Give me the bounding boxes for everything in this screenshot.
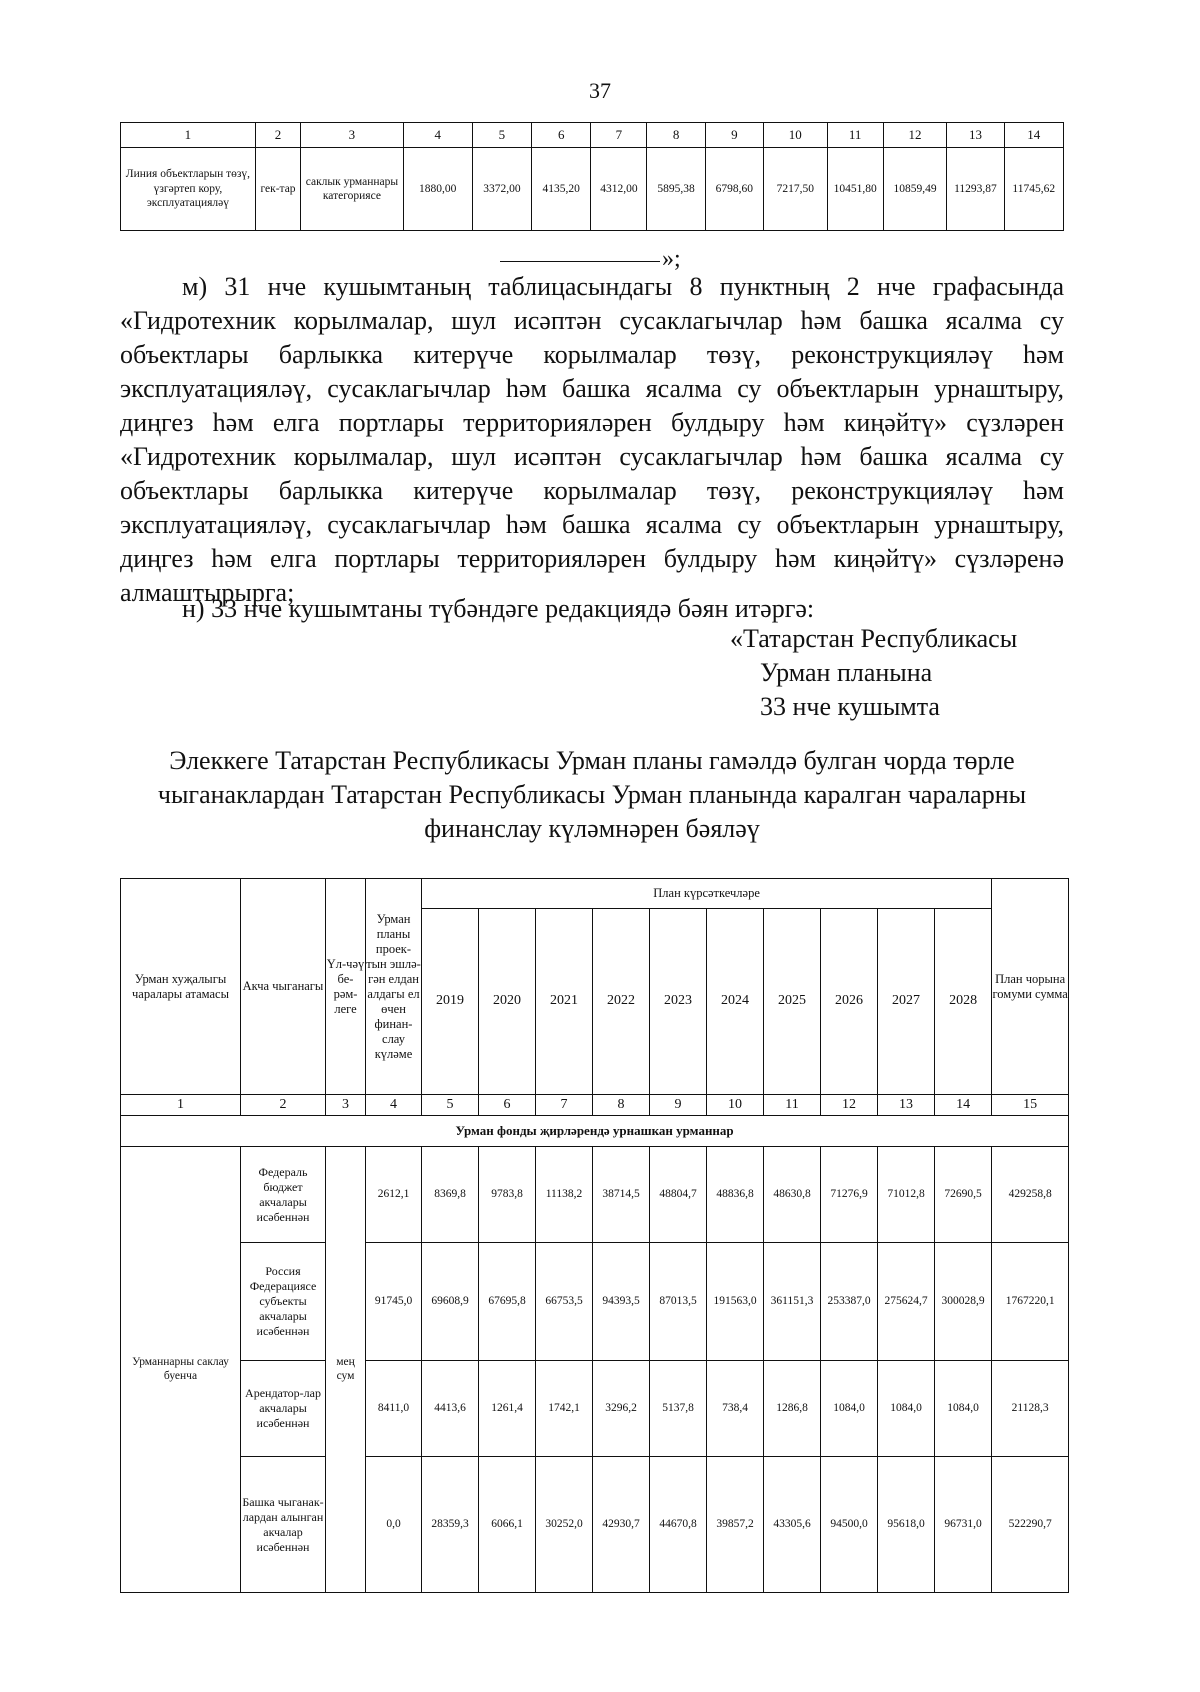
t1-cell: 1880,00 (403, 148, 472, 231)
source-name: Арендатор-лар акчалары исәбеннән (241, 1361, 326, 1457)
value-cell: 4413,6 (422, 1361, 479, 1457)
value-cell: 67695,8 (479, 1243, 536, 1361)
column-number: 9 (650, 1095, 707, 1116)
document-title: Элеккеге Татарстан Республикасы Урман планы гамәлдә булган чорда төрле чыганаклардан Татарстан Республикасы Урман планында каралган чараларны финанслау күләмнәрен бәяләү (157, 746, 1027, 843)
value-cell: 5137,8 (650, 1361, 707, 1457)
value-cell: 69608,9 (422, 1243, 479, 1361)
source-name: Федераль бюджет акчалары исәбеннән (241, 1147, 326, 1243)
year-header: 2024 (707, 909, 764, 1095)
value-cell: 1084,0 (935, 1361, 992, 1457)
value-cell: 361151,3 (764, 1243, 821, 1361)
column-number: 3 (326, 1095, 366, 1116)
value-cell: 42930,7 (593, 1457, 650, 1593)
column-number: 11 (764, 1095, 821, 1116)
table-row (121, 1361, 1069, 1457)
t1-header-cell: 12 (883, 123, 947, 148)
continued-table (120, 122, 1064, 231)
table-row (121, 1243, 1069, 1361)
t1-cell: 4135,20 (532, 148, 591, 231)
t1-cell: Линия объектларын төзү, үзгәртеп кору, эксплуатацияләү (121, 148, 256, 231)
value-cell: 38714,5 (593, 1147, 650, 1243)
value-cell: 71012,8 (878, 1147, 935, 1243)
value-cell: 738,4 (707, 1361, 764, 1457)
value-cell: 43305,6 (764, 1457, 821, 1593)
value-cell: 1767220,1 (992, 1243, 1069, 1361)
paragraph-m (120, 270, 1064, 610)
section-row (121, 1116, 1069, 1147)
t1-header-cell: 6 (532, 123, 591, 148)
value-cell: 275624,7 (878, 1243, 935, 1361)
column-number: 2 (241, 1095, 326, 1116)
value-cell: 72690,5 (935, 1147, 992, 1243)
column-number: 15 (992, 1095, 1069, 1116)
value-cell: 1084,0 (821, 1361, 878, 1457)
section-title: Урман фонды җирләрендә урнашкан урманнар (121, 1116, 1069, 1147)
t1-cell: 4312,00 (591, 148, 647, 231)
value-cell: 94500,0 (821, 1457, 878, 1593)
source-name: Россия Федерациясе субъекты акчалары исәбеннән (241, 1243, 326, 1361)
value-cell: 1286,8 (764, 1361, 821, 1457)
value-cell: 94393,5 (593, 1243, 650, 1361)
year-header: 2027 (878, 909, 935, 1095)
col-header-base-year: Урман планы проек-тын эшлә-гән елдан алдагы ел өчен финан-слау күләме (366, 879, 422, 1095)
page-number: 37 (589, 78, 611, 103)
t1-header-cell: 2 (255, 123, 300, 148)
value-cell: 2612,1 (366, 1147, 422, 1243)
source-name: Башка чыганак-лардан алынган акчалар исәбеннән (241, 1457, 326, 1593)
t1-cell: 3372,00 (472, 148, 531, 231)
t1-cell: 11293,87 (947, 148, 1004, 231)
t1-cell: 7217,50 (763, 148, 827, 231)
t1-header-cell: 3 (301, 123, 404, 148)
value-cell: 9783,8 (479, 1147, 536, 1243)
underline-rule (500, 261, 660, 262)
value-cell: 429258,8 (992, 1147, 1069, 1243)
t1-header-cell: 14 (1004, 123, 1063, 148)
year-header: 2025 (764, 909, 821, 1095)
value-cell: 1084,0 (878, 1361, 935, 1457)
value-cell: 300028,9 (935, 1243, 992, 1361)
value-cell: 8369,8 (422, 1147, 479, 1243)
unit-cell: мең сум (326, 1147, 366, 1593)
value-cell: 191563,0 (707, 1243, 764, 1361)
value-cell: 30252,0 (536, 1457, 593, 1593)
value-cell: 39857,2 (707, 1457, 764, 1593)
value-cell: 1742,1 (536, 1361, 593, 1457)
financing-table (120, 878, 1069, 1593)
t1-header-cell: 9 (705, 123, 763, 148)
table-row (121, 1457, 1069, 1593)
column-number: 6 (479, 1095, 536, 1116)
value-cell: 11138,2 (536, 1147, 593, 1243)
column-number: 8 (593, 1095, 650, 1116)
year-header: 2023 (650, 909, 707, 1095)
t1-cell: саклык урманнары категориясе (301, 148, 404, 231)
t1-header-cell: 5 (472, 123, 531, 148)
value-cell: 0,0 (366, 1457, 422, 1593)
closing-line (500, 246, 681, 273)
attachment-label (730, 622, 1018, 724)
value-cell: 87013,5 (650, 1243, 707, 1361)
t1-cell: гек-тар (255, 148, 300, 231)
table-row (121, 148, 1064, 231)
t1-cell: 10451,80 (827, 148, 883, 231)
column-number: 4 (366, 1095, 422, 1116)
t1-header-cell: 11 (827, 123, 883, 148)
t1-cell: 11745,62 (1004, 148, 1063, 231)
value-cell: 1261,4 (479, 1361, 536, 1457)
column-number: 12 (821, 1095, 878, 1116)
value-cell: 522290,7 (992, 1457, 1069, 1593)
paragraph-n (120, 592, 1064, 626)
financing-table-header-row (121, 879, 1069, 909)
col-header-source: Акча чыганагы (241, 879, 326, 1095)
column-number: 14 (935, 1095, 992, 1116)
continued-table-header-row (121, 123, 1064, 148)
value-cell: 44670,8 (650, 1457, 707, 1593)
value-cell: 8411,0 (366, 1361, 422, 1457)
t1-header-cell: 8 (647, 123, 705, 148)
t1-cell: 5895,38 (647, 148, 705, 231)
value-cell: 95618,0 (878, 1457, 935, 1593)
value-cell: 6066,1 (479, 1457, 536, 1593)
value-cell: 253387,0 (821, 1243, 878, 1361)
column-number: 5 (422, 1095, 479, 1116)
column-number: 7 (536, 1095, 593, 1116)
value-cell: 91745,0 (366, 1243, 422, 1361)
col-header-activity: Урман хуҗалыгы чаралары атамасы (121, 879, 241, 1095)
attachment-line: «Татарстан Республикасы (730, 624, 1018, 653)
column-number: 1 (121, 1095, 241, 1116)
t1-cell: 6798,60 (705, 148, 763, 231)
value-cell: 48630,8 (764, 1147, 821, 1243)
value-cell: 21128,3 (992, 1361, 1069, 1457)
year-header: 2026 (821, 909, 878, 1095)
attachment-line: Урман планына (760, 658, 933, 687)
paragraph-m-text: м) 31 нче кушымтаның таблицасындагы 8 пунктның 2 нче графасында «Гидротехник корылмалар, шул исәптән сусаклагычлар һәм башка ясалма су объектлары барлыкка китерүче корылмалар төзү, реконструкцияләү һәм эксплуатацияләү, сусаклагычлар һәм башка ясалма су объектларын урнаштыру, диңгез һәм елга портлары территорияләрен булдыру һәм киңәйтү» сүзләрен «Гидротехник корылмалар, шул исәптән сусаклагычлар һәм башка ясалма су объектлары барлыкка китерүче корылмалар төзү, реконструкцияләү һәм эксплуатацияләү, сусаклагычлар һәм башка ясалма су объектларын урнаштыру, диңгез һәм елга портлары территорияләрен булдыру һәм киңәйтү» сүзләренә алмаштырырга; (120, 272, 1064, 607)
t1-header-cell: 13 (947, 123, 1004, 148)
column-number-row (121, 1095, 1069, 1116)
t1-header-cell: 4 (403, 123, 472, 148)
year-header: 2020 (479, 909, 536, 1095)
column-number: 13 (878, 1095, 935, 1116)
activity-name: Урманнарны саклау буенча (121, 1147, 241, 1593)
t1-header-cell: 10 (763, 123, 827, 148)
year-header: 2022 (593, 909, 650, 1095)
value-cell: 28359,3 (422, 1457, 479, 1593)
value-cell: 66753,5 (536, 1243, 593, 1361)
table-row (121, 1147, 1069, 1243)
year-header: 2028 (935, 909, 992, 1095)
value-cell: 71276,9 (821, 1147, 878, 1243)
col-header-plan: План күрсәткечләре (422, 879, 992, 909)
attachment-line: 33 нче кушымта (760, 692, 940, 721)
closing-quote: »; (662, 246, 681, 272)
t1-header-cell: 7 (591, 123, 647, 148)
col-header-total: План чорына гомуми сумма (992, 879, 1069, 1095)
col-header-unit: Үл-чәү бе-рәм-леге (326, 879, 366, 1095)
paragraph-n-text: н) 33 нче кушымтаны түбәндәге редакциядә бәян итәргә: (182, 594, 815, 623)
column-number: 10 (707, 1095, 764, 1116)
value-cell: 48836,8 (707, 1147, 764, 1243)
year-header: 2019 (422, 909, 479, 1095)
t1-cell: 10859,49 (883, 148, 947, 231)
value-cell: 96731,0 (935, 1457, 992, 1593)
value-cell: 3296,2 (593, 1361, 650, 1457)
value-cell: 48804,7 (650, 1147, 707, 1243)
t1-header-cell: 1 (121, 123, 256, 148)
year-header: 2021 (536, 909, 593, 1095)
